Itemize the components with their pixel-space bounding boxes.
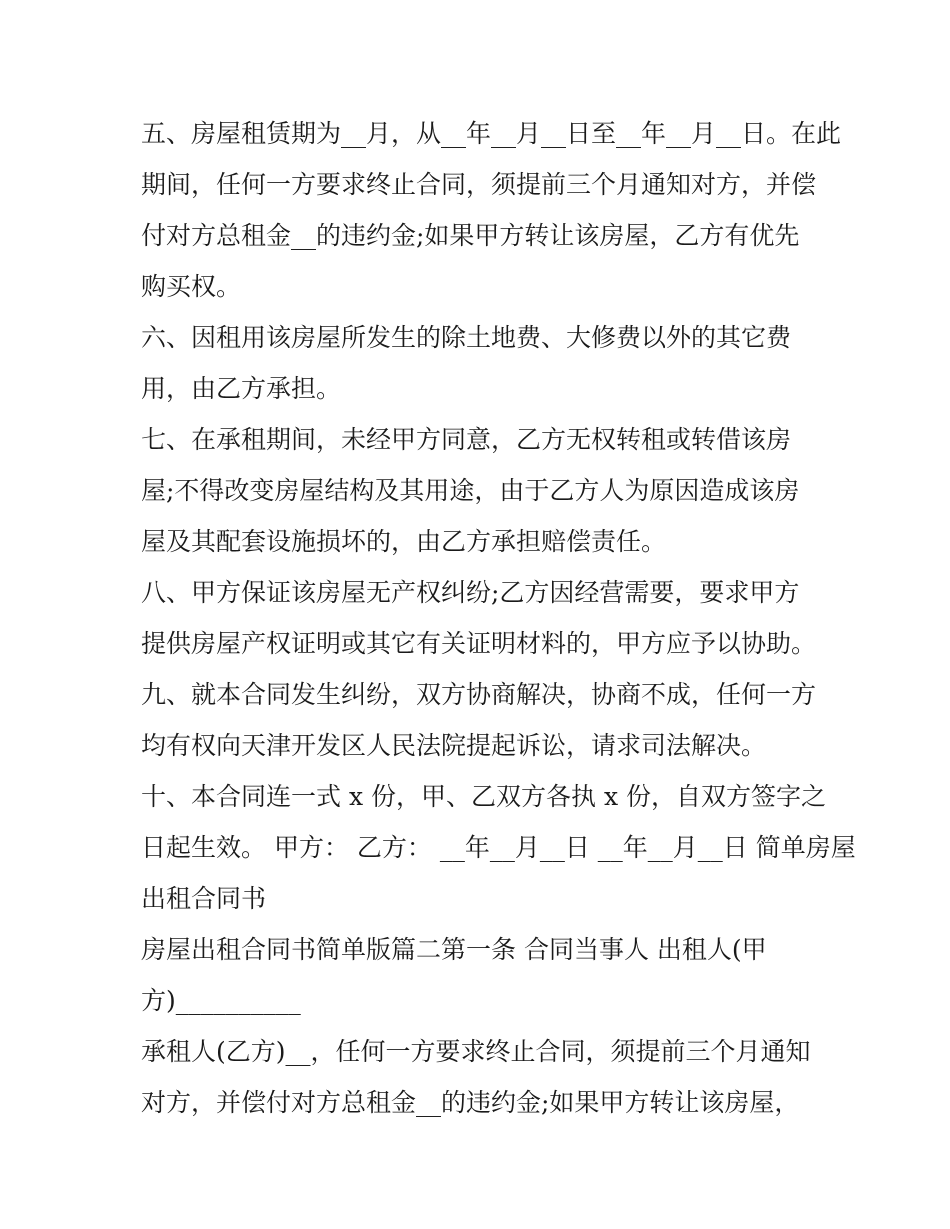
clause-7-paragraph (141, 414, 821, 567)
text-line: 付对方总租金__的违约金;如果甲方转让该房屋，乙方有优先 (141, 221, 800, 250)
text-line: 承租人(乙方)__，任何一方要求终止合同，须提前三个月通知 (141, 1037, 811, 1066)
text-line: 屋及其配套设施损坏的，由乙方承担赔偿责任。 (141, 527, 667, 556)
document-body (141, 108, 856, 1128)
clause-5-paragraph (141, 108, 842, 312)
clause-9-paragraph (141, 669, 821, 771)
text-line: 均有权向天津开发区人民法院提起诉讼，请求司法解决。 (141, 731, 767, 760)
text-line: 十、本合同连一式 x 份，甲、乙双方各执 x 份，自双方签字之 (141, 782, 826, 811)
text-line: 八、甲方保证该房屋无产权纠纷;乙方因经营需要，要求甲方 (141, 578, 800, 607)
text-line: 九、就本合同发生纠纷，双方协商解决，协商不成，任何一方 (141, 680, 817, 709)
text-line: 对方，并偿付对方总租金__的违约金;如果甲方转让该房屋， (141, 1088, 800, 1117)
text-line: 方)__________ (141, 986, 301, 1015)
text-line: 期间，任何一方要求终止合同，须提前三个月通知对方，并偿 (141, 170, 817, 199)
text-line: 五、房屋租赁期为__月，从__年__月__日至__年__月__日。在此 (141, 119, 842, 148)
text-line: 七、在承租期间，未经甲方同意，乙方无权转租或转借该房 (141, 425, 792, 454)
text-line: 购买权。 (141, 272, 242, 301)
version-2-intro-paragraph (141, 924, 821, 1026)
text-line: 房屋出租合同书简单版篇二第一条 合同当事人 出租人(甲 (141, 935, 767, 964)
text-line: 屋;不得改变房屋结构及其用途，由于乙方人为原因造成该房 (141, 476, 800, 505)
tenant-clause-paragraph (141, 1026, 821, 1128)
text-line: 用，由乙方承担。 (141, 374, 342, 403)
clause-6-paragraph (141, 312, 821, 414)
text-line: 出租合同书 (141, 884, 267, 913)
text-line: 提供房屋产权证明或其它有关证明材料的，甲方应予以协助。 (141, 629, 817, 658)
clause-10-paragraph (141, 771, 856, 924)
text-line: 六、因租用该房屋所发生的除土地费、大修费以外的其它费 (141, 323, 792, 352)
clause-8-paragraph (141, 567, 821, 669)
text-line: 日起生效。 甲方： 乙方： __年__月__日 __年__月__日 简单房屋 (141, 833, 856, 862)
